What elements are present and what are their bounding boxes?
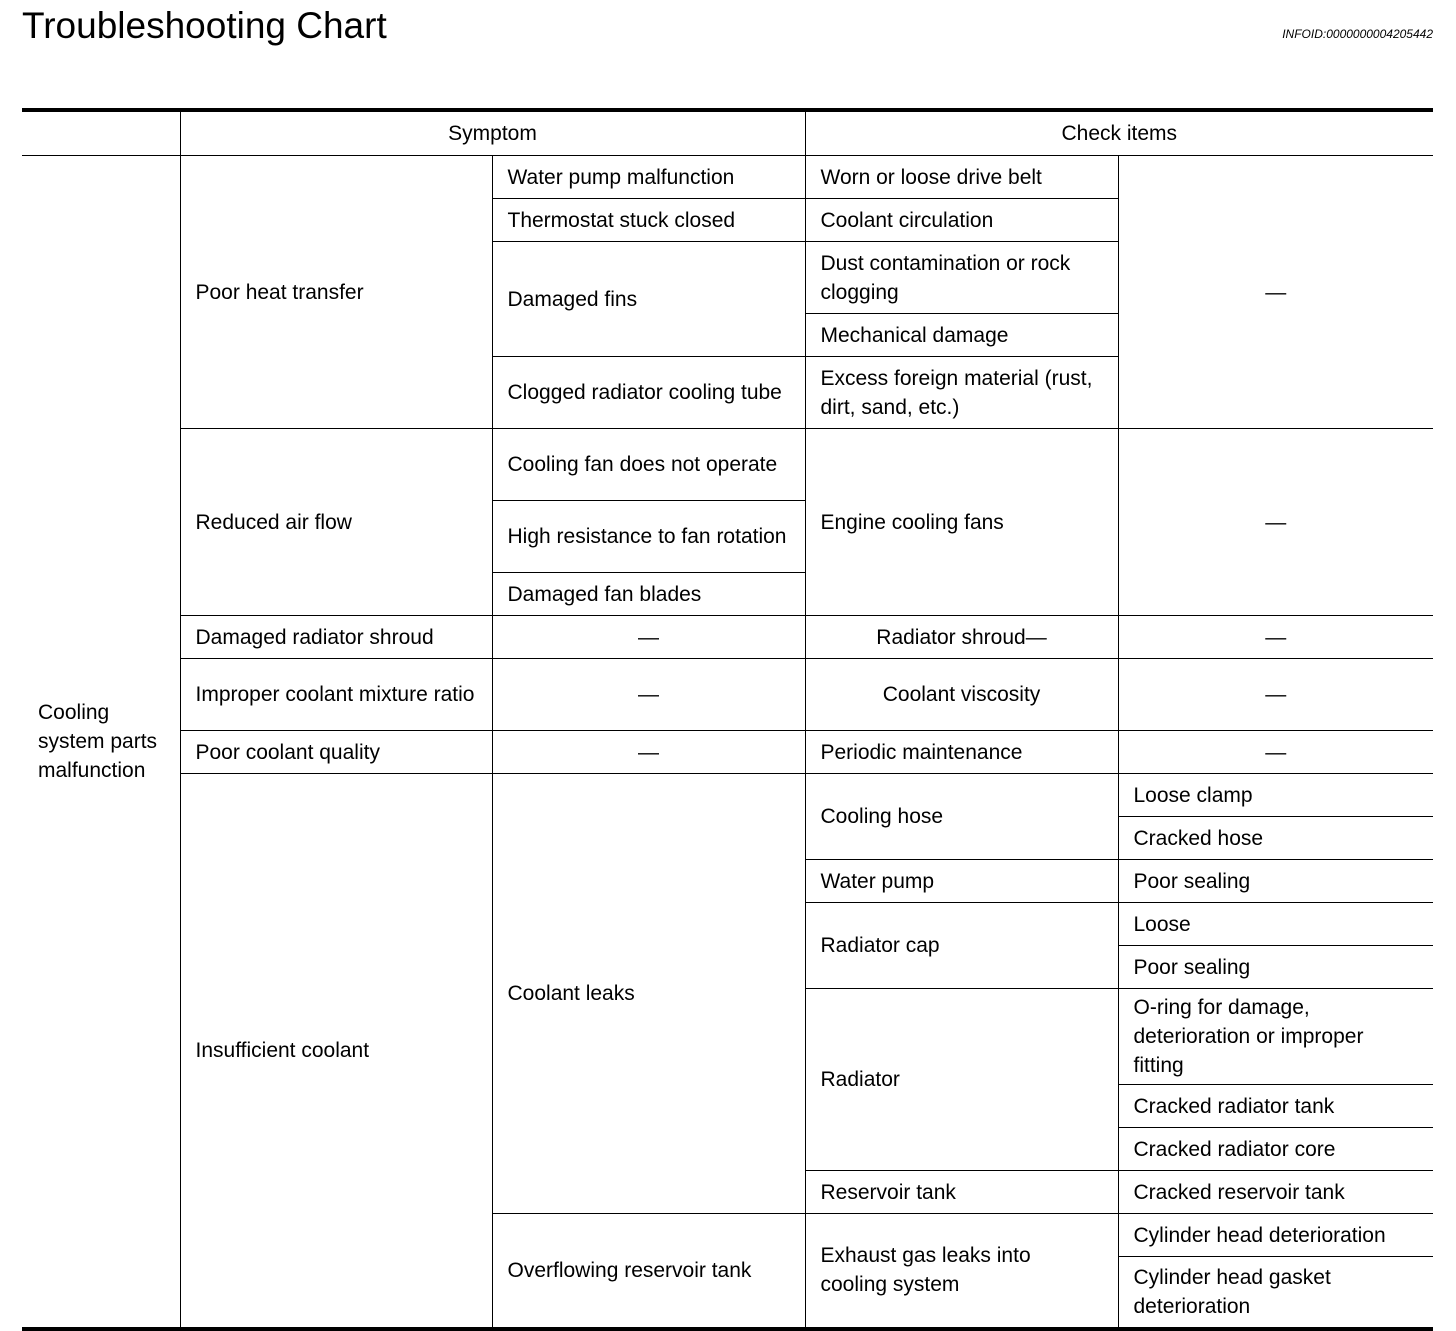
detail-cell: Cooling fan does not operate bbox=[492, 429, 805, 501]
check-cell: Exhaust gas leaks into cooling system bbox=[805, 1214, 1118, 1329]
detail-cell: Water pump malfunction bbox=[492, 156, 805, 199]
check-cell: Dust contamination or rock clogging bbox=[805, 242, 1118, 314]
dash-cell: — bbox=[492, 616, 805, 659]
sub-item-cell: Cracked hose bbox=[1118, 817, 1433, 860]
sub-item-cell: Poor sealing bbox=[1118, 946, 1433, 989]
table-row bbox=[22, 659, 1433, 731]
table-row bbox=[22, 731, 1433, 774]
check-cell: Radiator bbox=[805, 989, 1118, 1171]
header-check-items: Check items bbox=[805, 110, 1433, 156]
detail-cell: Clogged radiator cooling tube bbox=[492, 357, 805, 429]
check-cell: Periodic maintenance bbox=[805, 731, 1118, 774]
sub-item-cell: Cylinder head deterioration bbox=[1118, 1214, 1433, 1257]
check-cell: Radiator shroud— bbox=[805, 616, 1118, 659]
sub-item-cell: Cylinder head gasket deterioration bbox=[1118, 1257, 1433, 1329]
dash-cell: — bbox=[1118, 616, 1433, 659]
detail-cell: Damaged fins bbox=[492, 242, 805, 357]
detail-cell: Damaged fan blades bbox=[492, 573, 805, 616]
detail-cell: Thermostat stuck closed bbox=[492, 199, 805, 242]
symptom-cell: Poor heat transfer bbox=[180, 156, 492, 429]
category-cell: Cooling system parts malfunction bbox=[22, 156, 180, 1329]
symptom-cell: Insufficient coolant bbox=[180, 774, 492, 1329]
dash-cell: — bbox=[1118, 156, 1433, 429]
check-cell: Coolant circulation bbox=[805, 199, 1118, 242]
check-cell: Water pump bbox=[805, 860, 1118, 903]
header-symptom: Symptom bbox=[180, 110, 805, 156]
detail-cell: Coolant leaks bbox=[492, 774, 805, 1214]
sub-item-cell: Cracked reservoir tank bbox=[1118, 1171, 1433, 1214]
check-cell: Excess foreign material (rust, dirt, sand, etc.) bbox=[805, 357, 1118, 429]
check-cell: Engine cooling fans bbox=[805, 429, 1118, 616]
check-cell: Worn or loose drive belt bbox=[805, 156, 1118, 199]
sub-item-cell: Poor sealing bbox=[1118, 860, 1433, 903]
header-blank bbox=[22, 110, 180, 156]
detail-cell: High resistance to fan rotation bbox=[492, 501, 805, 573]
table-row bbox=[22, 616, 1433, 659]
dash-cell: — bbox=[492, 731, 805, 774]
check-cell: Radiator cap bbox=[805, 903, 1118, 989]
table-row bbox=[22, 156, 1433, 199]
check-cell: Coolant viscosity bbox=[805, 659, 1118, 731]
dash-cell: — bbox=[1118, 429, 1433, 616]
sub-item-cell: Loose bbox=[1118, 903, 1433, 946]
dash-cell: — bbox=[1118, 659, 1433, 731]
detail-cell: Overflowing reservoir tank bbox=[492, 1214, 805, 1329]
page-title: Troubleshooting Chart bbox=[22, 5, 387, 46]
sub-item-cell: O-ring for damage, deterioration or improper fitting bbox=[1118, 989, 1433, 1085]
symptom-cell: Poor coolant quality bbox=[180, 731, 492, 774]
symptom-cell: Damaged radiator shroud bbox=[180, 616, 492, 659]
symptom-cell: Improper coolant mixture ratio bbox=[180, 659, 492, 731]
symptom-cell: Reduced air flow bbox=[180, 429, 492, 616]
sub-item-cell: Loose clamp bbox=[1118, 774, 1433, 817]
check-cell: Mechanical damage bbox=[805, 314, 1118, 357]
table-header-row bbox=[22, 110, 1433, 156]
dash-cell: — bbox=[1118, 731, 1433, 774]
check-cell: Cooling hose bbox=[805, 774, 1118, 860]
sub-item-cell: Cracked radiator core bbox=[1118, 1128, 1433, 1171]
table-row bbox=[22, 774, 1433, 817]
check-cell: Reservoir tank bbox=[805, 1171, 1118, 1214]
troubleshooting-table bbox=[22, 108, 1433, 1331]
dash-cell: — bbox=[492, 659, 805, 731]
info-id: INFOID:0000000004205442 bbox=[1282, 27, 1433, 41]
table-row bbox=[22, 429, 1433, 501]
sub-item-cell: Cracked radiator tank bbox=[1118, 1085, 1433, 1128]
